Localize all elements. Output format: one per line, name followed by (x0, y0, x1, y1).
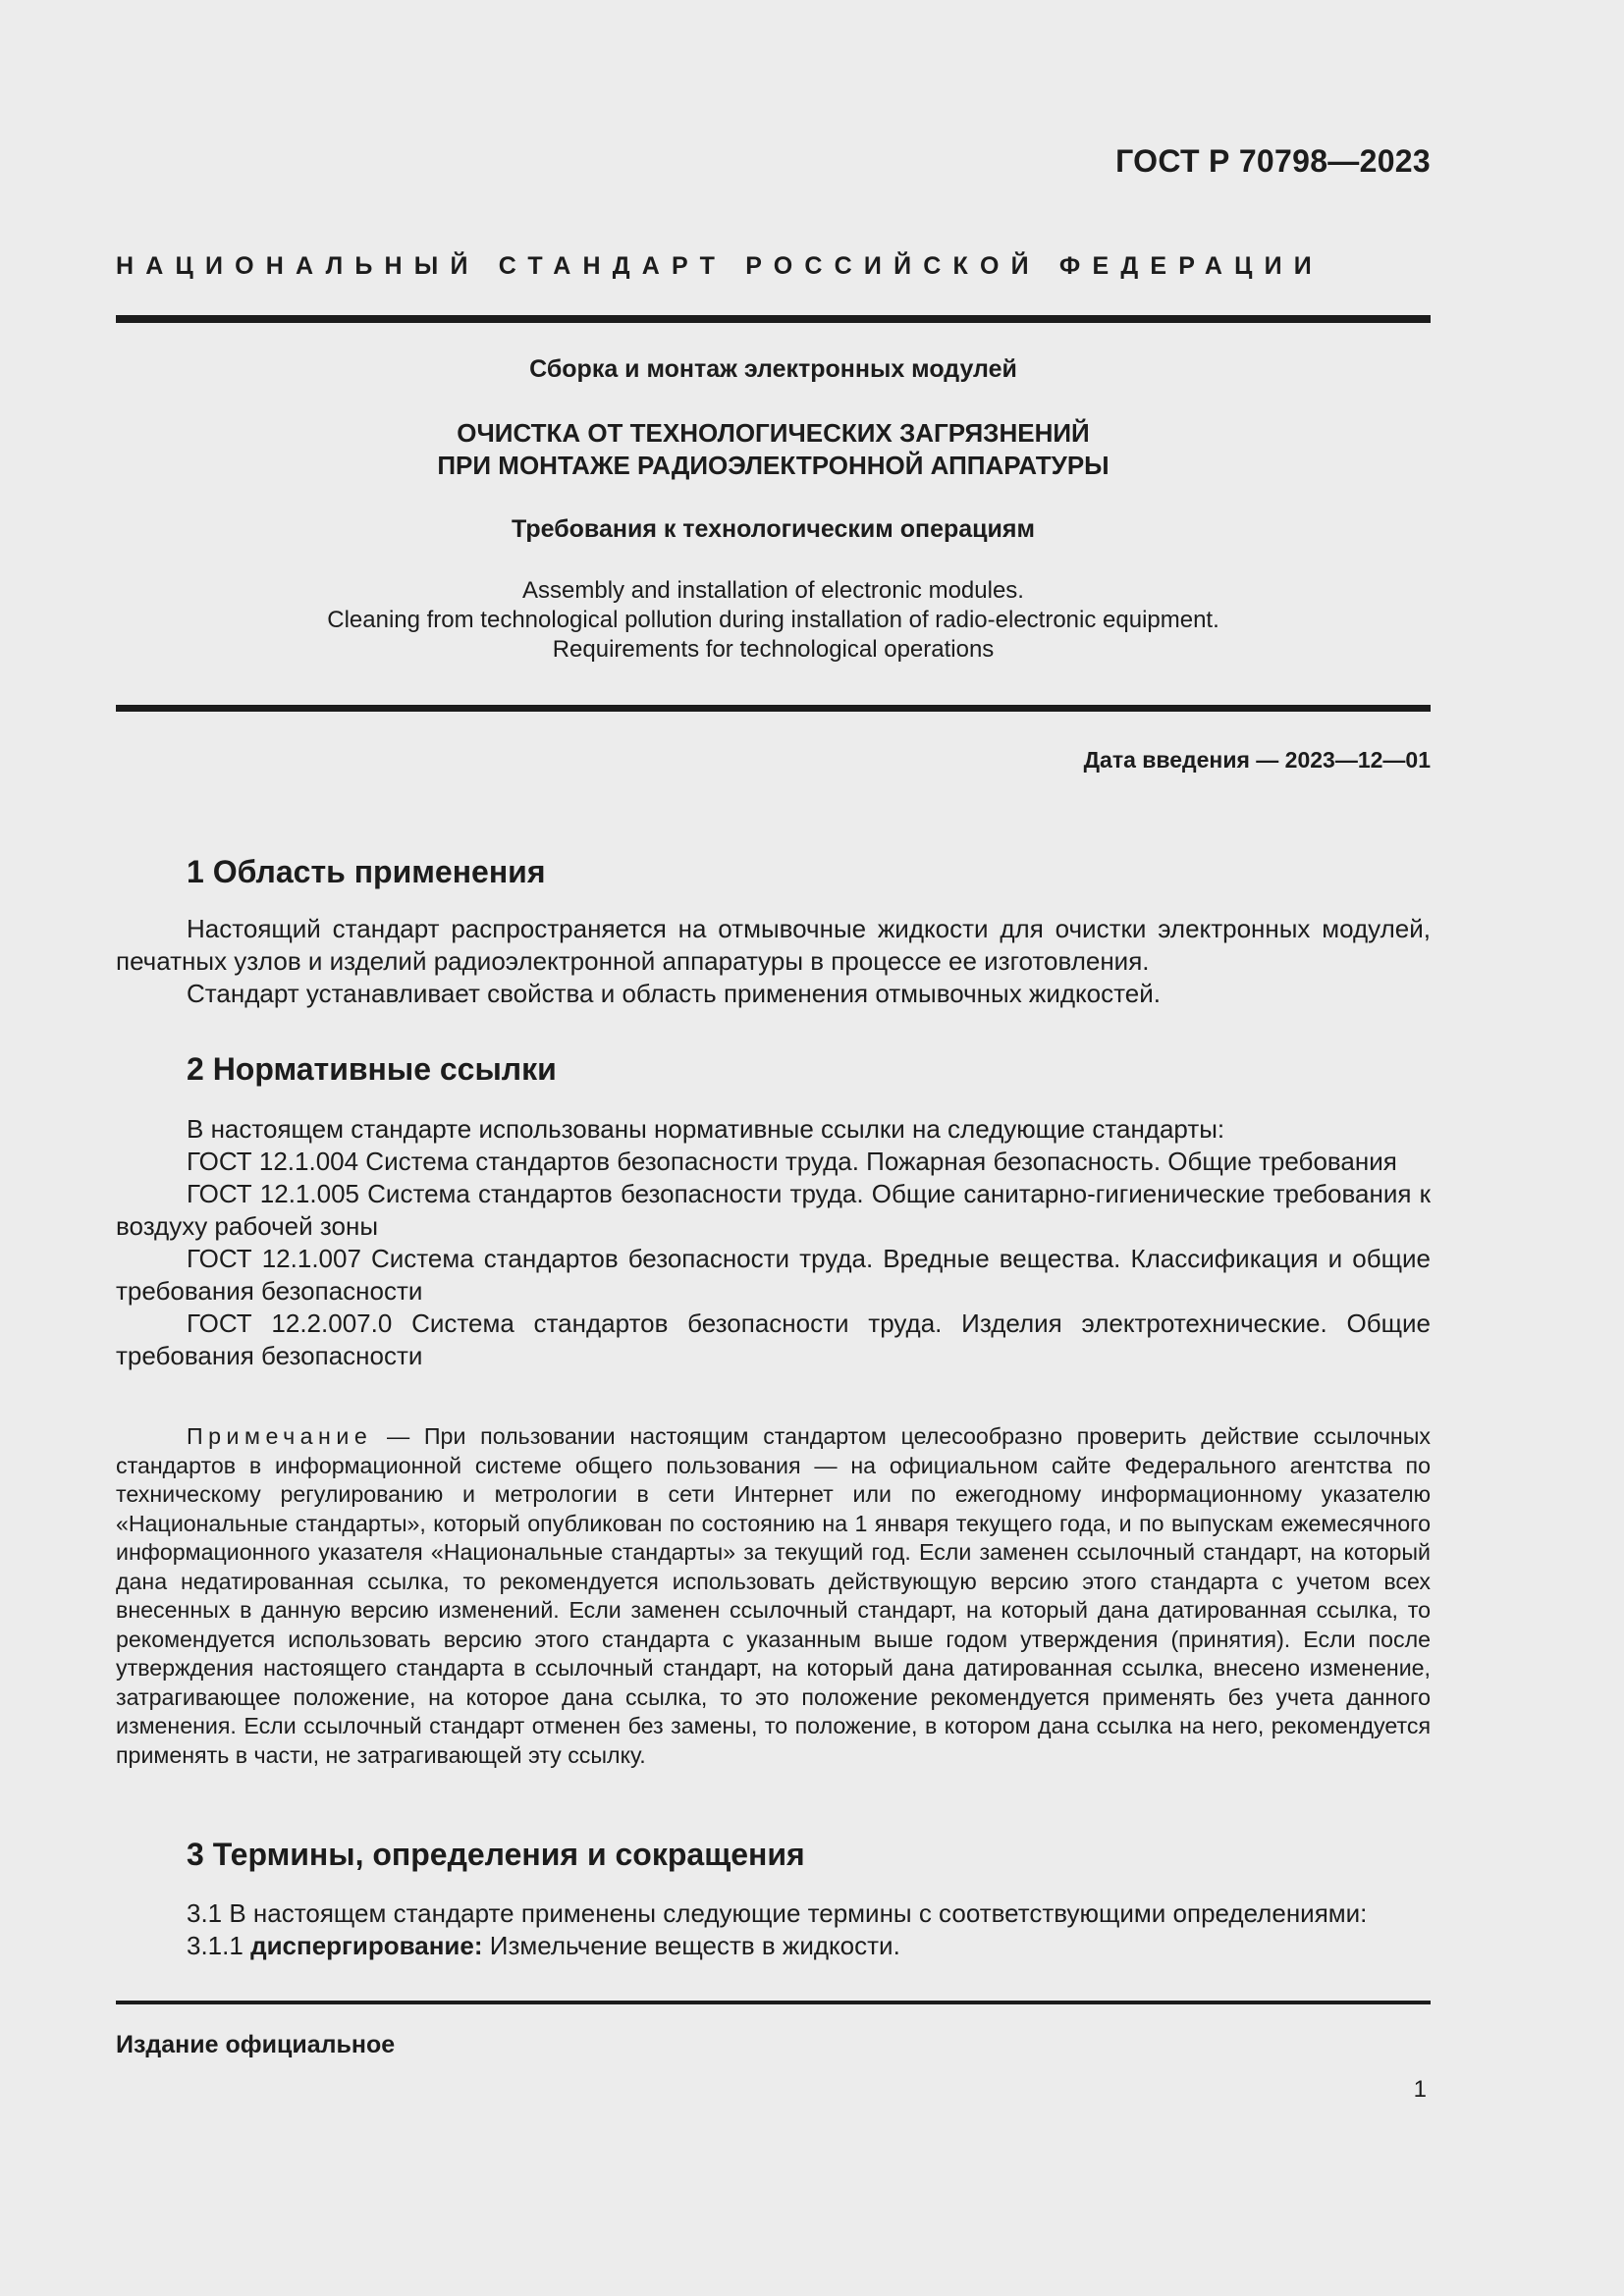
section-3-body (116, 1897, 1431, 1962)
section-2-body (116, 1113, 1431, 1372)
document-page (116, 0, 1431, 2296)
main-title-line-2: ПРИ МОНТАЖЕ РАДИОЭЛЕКТРОННОЙ АППАРАТУРЫ (437, 451, 1110, 480)
normative-reference: ГОСТ 12.1.005 Система стандартов безопасности труда. Общие санитарно-гигиенические требования к воздуху рабочей зоны (116, 1179, 1431, 1241)
standard-subject: Сборка и монтаж электронных модулей (529, 355, 1017, 383)
english-title-line-2: Cleaning from technological pollution during installation of radio-electronic equipment. (327, 607, 1219, 633)
section-3-heading: 3 Термины, определения и сокращения (187, 1837, 805, 1872)
english-title-line-3: Requirements for technological operations (552, 636, 995, 663)
page-number: 1 (1413, 2076, 1427, 2103)
header-rule (116, 315, 1431, 323)
normative-intro: В настоящем стандарте использованы нормативные ссылки на следующие стандарты: (187, 1114, 1225, 1144)
term-name: диспергирование: (250, 1931, 483, 1960)
normative-reference: ГОСТ 12.1.007 Система стандартов безопасности труда. Вредные вещества. Классификация и общие требования безопасности (116, 1244, 1431, 1306)
section-1-paragraph: Стандарт устанавливает свойства и область применения отмывочных жидкостей. (187, 979, 1161, 1008)
standard-main-title (116, 417, 1431, 482)
section-1-paragraph: Настоящий стандарт распространяется на отмывочные жидкости для очистки электронных модулей, печатных узлов и изделий радиоэлектронной аппаратуры в процессе ее изготовления. (116, 914, 1431, 976)
term-definition (116, 1930, 1431, 1962)
title-rule (116, 705, 1431, 712)
section-1-heading: 1 Область применения (187, 854, 546, 889)
english-title-line-1: Assembly and installation of electronic modules. (522, 577, 1024, 604)
section-2-heading: 2 Нормативные ссылки (187, 1051, 557, 1087)
normative-reference: ГОСТ 12.2.007.0 Система стандартов безопасности труда. Изделия электротехнические. Общие требования безопасности (116, 1308, 1431, 1370)
english-title (116, 576, 1431, 665)
footer-rule (116, 2001, 1431, 2004)
section-2-note (116, 1422, 1431, 1770)
note-paragraph (116, 1422, 1431, 1770)
section-3-paragraph: 3.1 В настоящем стандарте применены следующие термины с соответствующими определениями: (187, 1898, 1368, 1928)
national-standard-banner: НАЦИОНАЛЬНЫЙ СТАНДАРТ РОССИЙСКОЙ ФЕДЕРАЦИИ (116, 252, 1324, 280)
note-label: Примечание (187, 1423, 373, 1449)
normative-reference: ГОСТ 12.1.004 Система стандартов безопасности труда. Пожарная безопасность. Общие требования (187, 1147, 1397, 1176)
main-title-line-1: ОЧИСТКА ОТ ТЕХНОЛОГИЧЕСКИХ ЗАГРЯЗНЕНИЙ (457, 418, 1090, 448)
section-1-body (116, 913, 1431, 1010)
standard-subtitle: Требования к технологическим операциям (512, 515, 1035, 543)
note-text: — При пользовании настоящим стандартом целесообразно проверить действие ссылочных стандартов в информационной системе общего пользования — на официальном сайте Федерального агентства по техническому регулированию и метрологии в сети Интернет или по ежегодному информационному указателю «Национальные стандарты», который опубликован по состоянию на 1 января текущего года, и по выпускам ежемесячного информационного указателя «Национальные стандарты» за текущий год. Если заменен ссылочный стандарт, на который дана недатированная ссылка, то рекомендуется использовать действующую версию этого стандарта с учетом всех внесенных в данную версию изменений. Если заменен ссылочный стандарт, на который дана датированная ссылка, то рекомендуется использовать версию этого стандарта с указанным выше годом утверждения (принятия). Если после утверждения настоящего стандарта в ссылочный стандарт, на который дана датированная ссылка, внесено изменение, затрагивающее положение, на которое дана ссылка, то это положение рекомендуется применять без учета данного изменения. Если ссылочный стандарт отменен без замены, то положение, в котором дана ссылка на него, рекомендуется применять в части, не затрагивающей эту ссылку. (116, 1423, 1431, 1768)
introduction-date: Дата введения — 2023—12—01 (1083, 747, 1431, 773)
term-number: 3.1.1 (187, 1931, 251, 1960)
gost-number: ГОСТ Р 70798—2023 (1115, 143, 1431, 179)
official-edition-label: Издание официальное (116, 2031, 396, 2058)
term-text: Измельчение веществ в жидкости. (482, 1931, 900, 1960)
